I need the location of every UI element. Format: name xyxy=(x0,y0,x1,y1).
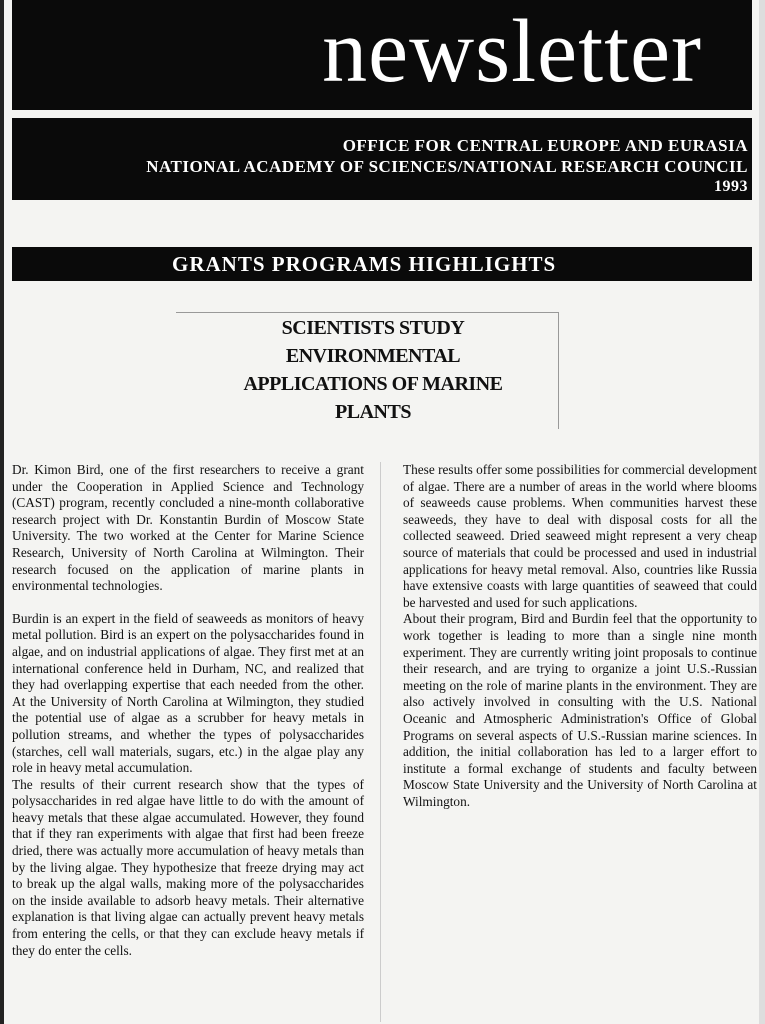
article-paragraph: These results offer some possibilities for commercial development of algae. There are a number of areas in the world where blooms of seaweeds cause problems. When communities harvest these seaweeds, they have to deal with disposal costs for all the collected seaweed. Dried seaweed might represent a very cheap source of materials that could be processed and used in industrial applications for heavy metal removal. Also, countries like Russia have extensive coasts with large quantities of seaweed that could be harvested and used for such applications. xyxy=(403,462,757,610)
article-paragraph: About their program, Bird and Burdin feel that the opportunity to work together is leading to more than a single nine month experiment. They are currently writing joint proposals to continue their research, and are trying to organize a joint U.S.-Russian meeting on the role of marine plants in the environment. They are also actively involved in consulting with the U.S. National Oceanic and Atmospheric Administration's Office of Global Programs on several aspects of U.S.-Russian marine sciences. In addition, the initial collaboration has led to a larger effort to institute a formal exchange of students and faculty between Moscow State University and the University of North Carolina at Wilmington. xyxy=(403,611,757,809)
scan-edge-left xyxy=(0,0,4,1024)
section-banner xyxy=(12,247,752,281)
article-column-left xyxy=(12,462,364,959)
article-column-right xyxy=(403,462,757,810)
article-paragraph: Dr. Kimon Bird, one of the first researchers to receive a grant under the Cooperation in Applied Science and Technology (CAST) program, recently concluded a nine-month collaborative research project with Dr. Konstantin Burdin of Moscow State University. The two worked at the Center for Marine Science Research, University of North Carolina at Wilmington. Their research focused on the application of marine plants in environmental technologies. xyxy=(12,462,364,594)
newsletter-title: newsletter xyxy=(322,2,702,101)
section-label: GRANTS PROGRAMS HIGHLIGHTS xyxy=(172,252,557,276)
article-paragraph: Burdin is an expert in the field of seaweeds as monitors of heavy metal pollution. Bird is an expert on the polysaccharides found in algae, and on industrial applications of algae. They first met at an international conference held in Durham, NC, and realized that they had overlapping expertise that each needed from the other. At the University of North Carolina at Wilmington, they studied the potential use of algae as a scrubber for heavy metals in pollution streams, and whether the types of polysaccharides (starches, cell wall materials, sugars, etc.) in the algae play any role in heavy metal accumulation. xyxy=(12,610,364,776)
office-name: OFFICE FOR CENTRAL EUROPE AND EURASIA xyxy=(342,136,748,155)
headline-line: ENVIRONMENTAL xyxy=(285,345,461,367)
article-paragraph: The results of their current research show that the types of polysaccharides in red algae have little to do with the amount of heavy metals that these algae accumulated. However, they found that if they ran experiments with algae that first had been freeze dried, there was actually more accumulation of heavy metals than by the living algae. They hypothesize that freeze drying may act to break up the algal walls, making more of the polysaccharides on the inside available to adsorb heavy metals. Their alternative explanation is that living algae can actually prevent heavy metals from entering the cells, or that they can exclude heavy metals if they do enter the cells. xyxy=(12,776,364,958)
office-banner xyxy=(12,118,752,200)
headline-line: APPLICATIONS OF MARINE xyxy=(243,373,503,395)
masthead-banner xyxy=(12,0,752,110)
article-headline xyxy=(190,314,556,426)
headline-line: SCIENTISTS STUDY xyxy=(281,317,465,339)
column-divider xyxy=(380,462,381,1022)
scan-edge-right xyxy=(759,0,765,1024)
headline-line: PLANTS xyxy=(335,401,411,423)
issue-year: 1993 xyxy=(714,178,748,195)
academy-name: NATIONAL ACADEMY OF SCIENCES/NATIONAL RESEARCH COUNCIL xyxy=(146,157,748,176)
